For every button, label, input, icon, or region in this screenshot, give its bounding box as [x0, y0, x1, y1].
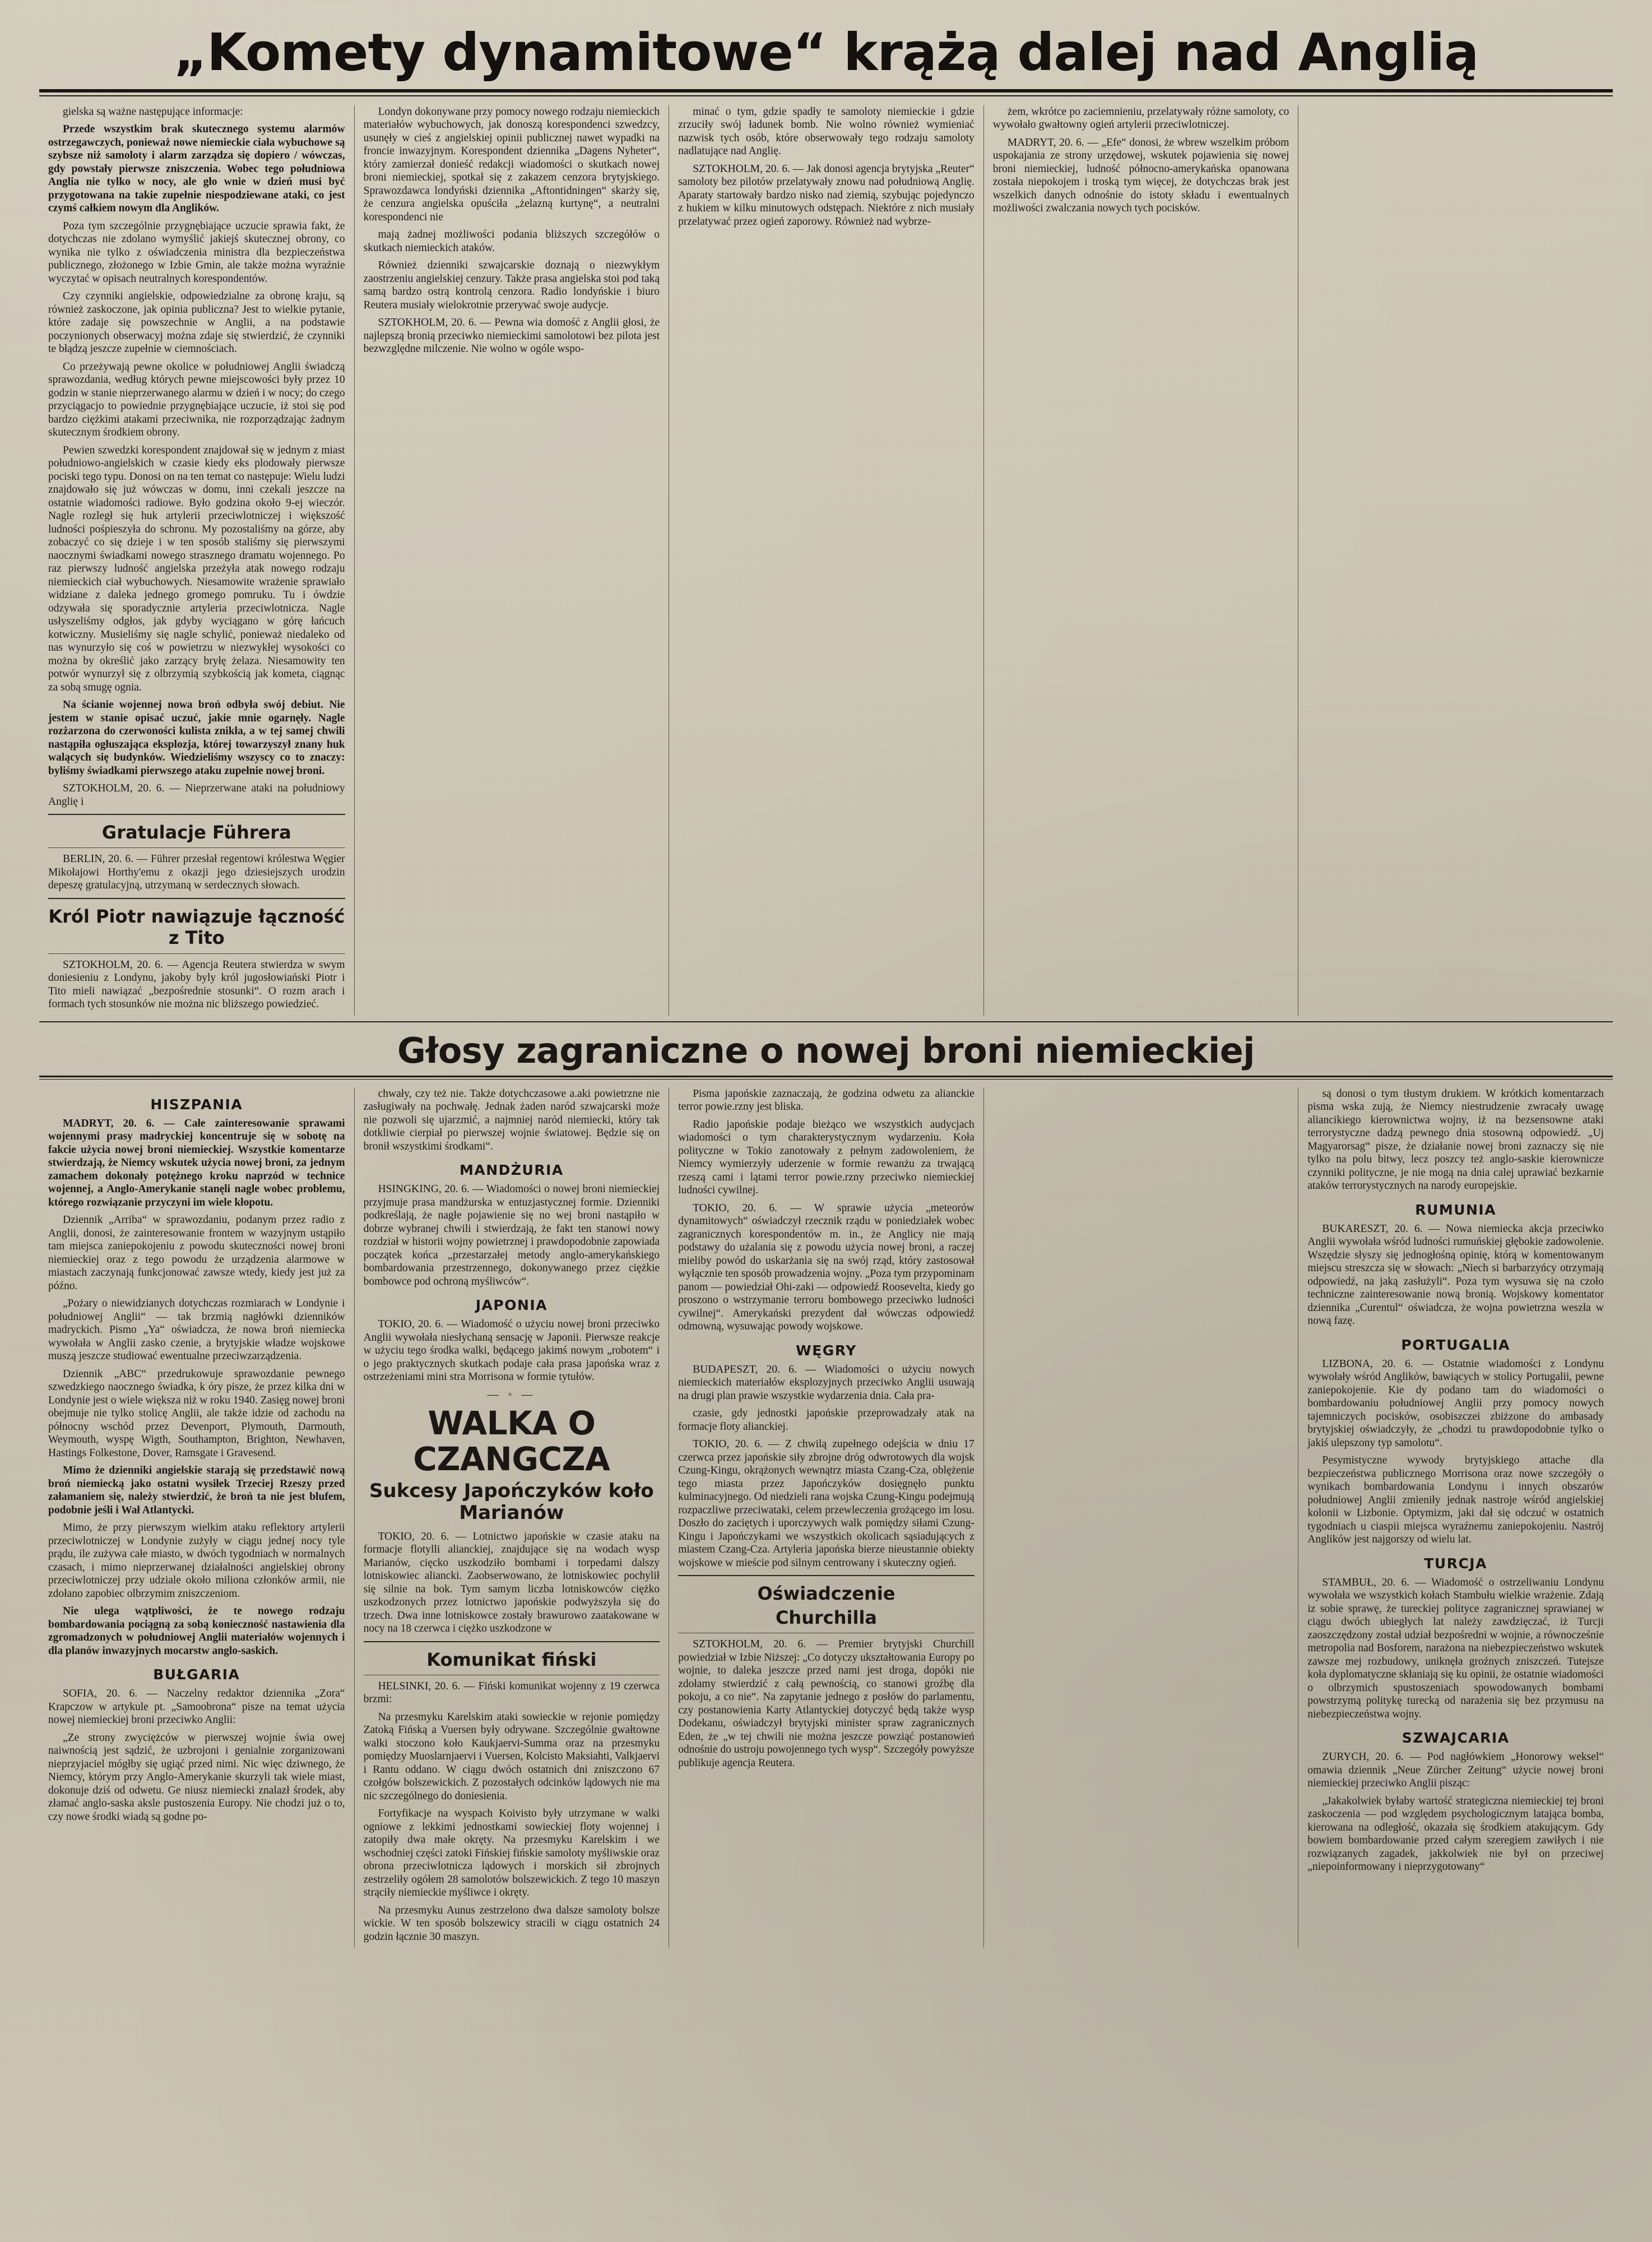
- paragraph-bold: Na ścianie wojennej nowa broń odbyła swój debiut. Nie jestem w stanie opisać uczuć, jakie mnie ogarnęły. Nagle rozżarzona do czerwoności kulista znikła, a w tej samej chwili nastąpiła ogłuszająca eksplozja, której towarzyszył znany huk walących się budynków. Wiedzieliśmy wszyscy co to znaczy: byliśmy świadkami pierwszego ataku zupełnie nowej broni.: [48, 699, 345, 777]
- paragraph: Pewien szwedzki korespondent znajdował się w jednym z miast południowo-angielskich w czasie kiedy eks plodowały pierwsze pociski tego typu. Donosi on na ten temat co następuje: Wielu ludzi znajdowało się już wówczas w domu, inni czekali jeszcze na ostatnie wiadomości radiowe. Było godzina około 9-ej wieczór. Nagle rozległ się huk artylerii przeciwlotniczej i większość ludności pośpieszyła do schronu. My pozostaliśmy na górze, aby zobaczyć co się dzieje i w ten sposób staliśmy się pierwszymi naocznymi świadkami nowego strasznego dramatu wojennego. Po raz pierwszy ludność angielska przeżyła atak nowego rodzaju niemieckich ciał wybuchowych. Niesamowite wrażenie sprawiało widziane z daleka jednego gromego pomruku. Tu i ówdzie odzywała się sporadycznie artyleria przeciwlotnicza. Nagle usłyszeliśmy odgłos, jak gdyby wyciągano w górę łańcuch kotwiczny. Musieliśmy się nagle schylić, ponieważ niedaleko od nas wynurzyło się coś w powietrzu w niezwykłej wysokości co można by określić jako zarzący bryłę żelaza. Niesamowity ten potwór wynurzył się z olbrzymią szybkością jak kometa, ciągnąc za sobą smugę ognia.: [48, 444, 345, 693]
- gratulacje-headline: Gratulacje Führera: [101, 822, 291, 844]
- paragraph: Czy czynniki angielskie, odpowiedzialne za obronę kraju, są również zaskoczone, jak opinia publiczna? Jest to wielkie pytanie, które zadaje się powszechnie w Anglii, a na podstawie poczynionych obserwacyj można zdaje się stwierdzić, że czynniki te błądzą jeszcze zupełnie w ciemnościach.: [48, 290, 345, 355]
- top-column-3: [669, 105, 983, 1016]
- paragraph: Dziennik „ABC“ przedrukowuje sprawozdanie pewnego szwedzkiego naocznego świadka, k óry pisze, że przez kilka dni w Londynie jest o wiele większa niż w roku 1940. Zasięg nowej broni obejmuje nie tylko stolicę Anglii, ale także idzie od zachodu na północny wschód przez Devenport, Plymouth, Darmouth, Weymouth, wyspę Wigth, Southampton, Brighton, Newhaven, Hastings Folkestone, Dover, Ramsgate i Gravesend.: [48, 1368, 345, 1459]
- main-column-2: [354, 1087, 669, 1948]
- paragraph: Radio japońskie podaje bieżąco we wszystkich audycjach wiadomości o tym charakterystycznym wydarzeniu. Koła polityczne w Tokio zanotowały z pełnym zadowoleniem, że Niemcy wymierzyły uderzenie w formie rewanżu za trwającą rzeszą cami i lątami terror powie.rzny przeciwko niemieckiej ludności cywilnej.: [678, 1118, 975, 1197]
- paragraph: Pesymistyczne wywody brytyjskiego attache dla bezpieczeństwa publicznego Morrisona oraz nowe szczegóły o wynikach bombardowania Londynu i innych obszarów południowej Anglii zmieniły jednak nastroje wśród angielskiej kolonii w Lizbonie. Optymizm, jaki dał się odczuć w ostatnich tygodniach u ciaspii miejsca wyraźnemu zaniepokojeniu. Nastrój Anglików jest najgorszy od wielu lat.: [1307, 1454, 1604, 1546]
- paragraph: chwały, czy też nie. Także dotychczasowe a.aki powietrzne nie zasługiwały na pochwałę. Jednak żaden naród szwajcarski może nie pozwoli się ujarzmić, a najmniej naród niemiecki, który tak dotkliwie cierpiał po pierwszej wojnie światowej. Będzie się on bronił wszystkimi środkami“.: [363, 1087, 660, 1152]
- paragraph: TOKIO, 20. 6. — W sprawie użycia „meteorów dynamitowych“ oświadczył rzecznik rządu w poniedziałek wobec zagranicznych korespondentów m. in., że Anglicy nie mają podstawy do użalania się z powodu użycia nowej broni, a raczej mieliby powód do uskarżania się na swój rząd, który zastosował wyłącznie ten sposób prowadzenia wojny. „Poza tym przypominam panom — powiedział Ohi-zaki — odpowiedź Roosevelta, kiedy go proszono o wstrzymanie terroru bombowego przeciwko ludności cywilnej“. Amerykański prezydent dał wówczas odpowiedź odmowną, wysuwając powody wojskowe.: [678, 1202, 975, 1333]
- paragraph: SZTOKHOLM, 20. 6. — Premier brytyjski Churchill powiedział w Izbie Niższej: „Co dotyczy ukształtowania Europy po wojnie, to daleka jeszcze przed nami jest droga, dopóki nie zdołamy stwierdzić z całą pewnością, co stanowi groźbę dla pokoju, a co nie“. Na zapytanie jednego z posłów do parlamentu, czy postanowienia Karty Atlantyckiej dotyczyć będą także wysp Dodekanu, oświadczył brytyjski minister spraw zagranicznych Eden, że „w tej chwili nie można jeszcze powziąć postanowień odnośnie do ustroju powojennego tych wysp“. Szczegóły powyższe publikuje agencja Reutera.: [678, 1638, 975, 1769]
- oswiadczenie-headline-line1: Oświadczenie: [757, 1583, 895, 1605]
- paragraph-lead: Przede wszystkim brak skutecznego systemu alarmów ostrzegawczych, ponieważ nowe niemieckie ciała wybuchowe są szybsze niż samoloty i alarm zarządza się dopiero / wówczas, gdy powstały pierwsze zniszczenia. Wobec tego południowa Anglia nie tylko w nocy, ale gło wnie w dzień musi być przygotowana na takie zupełnie niespodziewane ataki, co jest czymś całkiem nowym dla Anglików.: [48, 123, 345, 215]
- section-heading-turcja: TURCJA: [1424, 1555, 1487, 1572]
- paragraph: SZTOKHOLM, 20. 6. — Jak donosi agencja brytyjska „Reuter“ samoloty bez pilotów przelatywały znowu nad południową Anglię. Aparaty startowały bardzo nisko nad ziemią, szybując pojedynczo z hukiem w kilku minutowych odstępach. Niektóre z nich musiały przelatywać przez ogień zaporowy. Również nad wybrze-: [678, 163, 975, 228]
- section-heading-portugalia: PORTUGALIA: [1401, 1336, 1510, 1353]
- paragraph: BERLIN, 20. 6. — Führer przesłał regentowi królestwa Węgier Mikołajowi Horthy'emu z okazji jego dziesiejszych urodzin depeszę gratulacyjną, utrzymaną w serdecznych słowach.: [48, 853, 345, 892]
- section-heading-wegry: WĘGRY: [796, 1342, 857, 1359]
- section-heading-mandzuria: MANDŻURIA: [460, 1162, 564, 1179]
- band-bottom-rule: [39, 1076, 1613, 1080]
- oswiadczenie-headline-line2: Churchilla: [775, 1606, 878, 1628]
- band-headline: Głosy zagraniczne o nowej broni niemieckiej: [397, 1030, 1255, 1071]
- main-column-5: [1298, 1087, 1613, 1948]
- top-column-2: [354, 105, 669, 1016]
- paragraph: gielska są ważne następujące informacje:: [63, 105, 243, 118]
- main-column-1: [39, 1087, 354, 1948]
- paragraph: są donosi o tym tłustym drukiem. W krótkich komentarzach pisma wska zują, że Niemcy niestrudzenie zwracały uwagę aliancikiego kierownictwa wojny, iż na bezsensowne ataki terrorystyczne dadzą pewnego dnia stosowną odpowiedź. „Uj Magyarorsag“ pisze, że działanie nowej broni zaznaczy się nie tylko na polu bitwy, lecz poszcy też anglo-saskie kierownicze czynniki polityczne, je nie mogą na dnia calej uprawiać bezkarnie ataków terrorystycznych na narody europejskie.: [1307, 1087, 1604, 1192]
- walka-subheadline: Sukcesy Japończyków koło Marianów: [369, 1480, 654, 1525]
- walka-headline: WALKA O CZANGCZA: [413, 1403, 610, 1478]
- paragraph: Fortyfikacje na wyspach Koivisto były utrzymane w walki ogniowe z lekkimi jednostkami sowieckiej floty wojennej i zatopiły dwa małe okręty. Na przesmyku Karelskim i we wschodniej części zatoki Fińskiej fińskie samoloty myśliwskie oraz obrona przeciwlotnicza lądowych i morskich sił zbrojnych zestrzeliły ogółem 28 samolotów bolszewickich. Z tego 10 maszyn strąciły niemieckie myśliwce i okręty.: [363, 1808, 660, 1899]
- paragraph: Mimo, że przy pierwszym wielkim ataku reflektory artylerii przeciwlotniczej w Londynie zużyły w ciągu jednej nocy tyle prądu, ile zużywa całe miasto, w dwóch tygodniach w normalnych czasach, i mimo nieprzerwanej działalności angielskiej obrony przeciwlotniczej przy udziale około miliona członków armii, nie zdołano zapobiec olbrzymim zniszczeniom.: [48, 1522, 345, 1600]
- paragraph-lead: MADRYT, 20. 6. — Całe zainteresowanie sprawami wojennymi prasy madryckiej koncentruje się w sobotę na fakcie użycia nowej broni niemieckiej. Wszystkie komentarze stwierdzają, że Niemcy wskutek użycia nowej broni, za jednym zamachem dokonały potężnego kroku naprzód w technice wojennej, a Anglo-Amerykanie stanęli nagle wobec problemu, którego rozwiązanie przyczyni im wiele kłopotu.: [48, 1117, 345, 1208]
- paragraph: Dziennik „Arriba“ w sprawozdaniu, podanym przez radio z Anglii, donosi, że zainteresowanie frontem w wazyjnym ustąpiło tam miejsca zaniepokojeniu z powodu skuteczności nowej broni niemieckiej oraz z tego powodu że urządzenia alarmowe w miastach zaczynają funkcjonować zawsze wtedy, kiedy jest już za późno.: [48, 1214, 345, 1292]
- paragraph: ZURYCH, 20. 6. — Pod nagłówkiem „Honorowy weksel“ omawia dziennik „Neue Zürcher Zeitung“ użycie nowej broni niemieckiej przeciwko Anglii pisząc:: [1307, 1751, 1604, 1790]
- paragraph: HSINGKING, 20. 6. — Wiadomości o nowej broni niemieckiej przyjmuje prasa mandżurska w entuzjastycznej formie. Dzienniki podkreślają, że nagłe pojawienie się no wej broni nastąpiło w dobrze wybranej chwili i stwierdzają, że fakt ten stanowi nowy rozdział w historii wojny powietrznej i prawdopodobnie zapowiada początek końca „przestarzałej metody anglo-amerykańskiego bombardowania przestrzennego, dokonywanego przez ciężkie bombowce pod ochroną myśliwców“.: [363, 1183, 660, 1287]
- section-heading-hiszpania: HISZPANIA: [150, 1096, 243, 1113]
- top-article-row: [39, 105, 1613, 1016]
- paragraph: BUDAPESZT, 20. 6. — Wiadomości o użyciu nowych niemieckich materiałów eksplozyjnych przeciwko Anglii usuwają na drugi plan prawie wszystkie wydarzenia dnia. Cała pra-: [678, 1363, 975, 1402]
- paragraph: STAMBUŁ, 20. 6. — Wiadomość o ostrzeliwaniu Londynu wywołała we wszystkich kołach Stambułu wielkie wrażenie. Zdają iz sobie sprawę, że tureckiej polityce zagranicznej sprawianej w ciągu dwóch ubiegłych lat należy zawdzięczać, iż Turcji zaoszczędzony został udział bezpośredni w wojnie, a równocześnie metropolia nad Bosforem, narażona na niebezpieczeństwo wskutek zawsze mej rozbudowy, uniknęła groźnych zniszczeń. Tutejsze koła dyplomatyczne skłaniają się ku opinii, że ostatnie wiadomości o olbrzymich spustoszeniach spowodowanych bombami powstrzymą politykę turecką od narażenia się bez przymusu na niebezpieczeństwa wojny.: [1307, 1576, 1604, 1720]
- komunikat-finski-headline: Komunikat fiński: [426, 1648, 597, 1670]
- paragraph: Na przesmyku Aunus zestrzelono dwa dalsze samoloty bolsze wickie. W ten sposób bolszewicy stracili w ciągu ostatnich 24 godzin łącznie 30 maszyn.: [363, 1904, 660, 1943]
- section-heading-japonia: JAPONIA: [475, 1297, 548, 1314]
- paragraph: Co przeżywają pewne okolice w południowej Anglii świadczą sprawozdania, według których pewne miejscowości były przez 10 godzin w stanie nieprzerwanego alarmu w dzień i w nocy; do czego przyciągacjo to powiednie przygnębiające uczucie, iż stoi się pod bardzo ciężkimi atakami przeciwnika, nie rozporządzając żadnym skutecznym środkiem obrony.: [48, 360, 345, 439]
- divider: [678, 1575, 975, 1576]
- band-top-rule: [39, 1021, 1613, 1022]
- paragraph: SZTOKHOLM, 20. 6. — Agencja Reutera stwierdza w swym doniesieniu z Londynu, jakoby byly król jugosłowiański Piotr i Tito mieli nawiązać „bezpośrednie stosunki“. O rozm arach i formach tych stosunków nie można nic bliższego powiedzieć.: [48, 958, 345, 1011]
- section-heading-szwajcaria: SZWAJCARIA: [1402, 1730, 1510, 1747]
- top-column-1: [39, 105, 354, 1016]
- divider: [364, 1641, 660, 1642]
- ornament-divider: — ◦ —: [487, 1388, 536, 1401]
- paragraph: SZTOKHOLM, 20. 6. — Nieprzerwane ataki na południowy Anglię i: [48, 782, 345, 808]
- paragraph: MADRYT, 20. 6. — „Efe“ donosi, że wbrew wszelkim próbom uspokajania ze strony urzędowej, wskutek pojawienia się nowej broni niemieckiej, ludność północno-amerykańska opanowana została niepokojem i troską tym więcej, że dotychczas brak jest wszelkich danych odnośnie do istoty składu i ewentualnych możliwości zwalczania nowych tych pocisków.: [992, 136, 1289, 215]
- paragraph: TOKIO, 20. 6. — Wiadomość o użyciu nowej broni przeciwko Anglii wywołała niesłychaną sensację w Japonii. Pierwsze reakcje w użyciu tego środka walki, będącego jakimś nowym „robotem“ i o jego praktycznych skutkach podaje cała prasa japońska wraz z ostrzeżeniami mini stra Morrisona w formie tytułów.: [363, 1318, 660, 1383]
- paragraph-bold: Nie ulega wątpliwości, że te nowego rodzaju bombardowania pociągną za sobą konieczność nastawienia dla zgromadzonych w południowej Anglii materiałów wojennych i dla planów inwazyjnych mocarstw anglo-saskich.: [48, 1605, 345, 1657]
- paragraph: SOFIA, 20. 6. — Naczelny redaktor dziennika „Zora“ Krapczow w artykule pt. „Samoobrona“ pisze na temat użycia nowej niemieckiej broni przeciwko Anglii:: [48, 1688, 345, 1726]
- paragraph: żem, wkrótce po zaciemnieniu, przelatywały różne samoloty, co wywołało gwałtowny ogień artylerii przeciwlotniczej.: [992, 105, 1289, 131]
- krol-piotr-headline: Król Piotr nawiązuje łączność z Tito: [48, 905, 345, 949]
- paragraph-bold: Mimo że dzienniki angielskie starają się przedstawić nową broń niemiecką jako ostatni wysiłek Trzeciej Rzeszy przed załamaniem się, należy stwierdzić, że broń ta nie jest blufem, podobnie jeśli i Wał Atlantycki.: [48, 1465, 345, 1516]
- masthead-rule: [39, 89, 1613, 96]
- paragraph: mają żadnej możliwości podania bliższych szczegółów o skutkach niemieckich ataków.: [363, 229, 660, 254]
- divider: [48, 814, 345, 815]
- page-title: „Komety dynamitowe“ krążą dalej nad Anglią: [173, 22, 1479, 82]
- divider: [48, 847, 345, 848]
- main-column-3: [669, 1087, 983, 1948]
- paragraph: „Ze strony zwyciężców w pierwszej wojnie świa owej naiwnością jest sądzić, że uzbrojoni i genialnie zorganizowani nieprzyjaciel mógłby się ugiąć przed nimi. Nic więc dziwnego, że Niemcy, którym przy Anglo-Amerykanie skurzyli tak wiele miast, dokonuje dziś od odwetu. Ge niusz niemiecki znalazł środek, aby złamać anglo-saska aksle pustoszenia Europy. Nie chodzi już o to, czy nowe środki wiadą są godne po-: [48, 1731, 345, 1823]
- paragraph: Na przesmyku Karelskim ataki sowieckie w rejonie pomiędzy Zatoką Fińską a Vuersen były odrywane. Szczególnie gwałtowne walki stoczono koło Kaukjaervi-Summa oraz na przesmyku pomiędzy Muoslarnjaervi i Vuersen, Kolcisto Maksiahti, Valkjaervi i Rantu oddano. W ciągu dwóch ostatnich dni zniszczono 67 czołgów bolszewickich. Z pozostałych odcinków lądowych nie ma nic szczególnego do doniesienia.: [363, 1711, 660, 1802]
- paragraph: HELSINKI, 20. 6. — Fiński komunikat wojenny z 19 czerwca brzmi:: [363, 1680, 660, 1706]
- paragraph: LIZBONA, 20. 6. — Ostatnie wiadomości z Londynu wywołały wśród Anglików, bawiących w stolicy Portugalii, pewne zaniepokojenie. Kie dy podano tam do wiadomości o bombardowaniu południowej Anglii przy pomocy nowych tajemniczych pocisków, osobiszczei zbiżzone do ambasady brytyjskiej oświadczyły, że „chodzi tu prawdopodobnie tylko o jakiś ulepszony typ samolotu“.: [1307, 1358, 1604, 1449]
- main-column-4: [983, 1087, 1298, 1948]
- section-heading-bulgaria: BUŁGARIA: [153, 1666, 240, 1683]
- divider: [48, 898, 345, 899]
- paragraph: TOKIO, 20. 6. — Lotnictwo japońskie w czasie ataku na formacje flotylli alianckiej, znajdujące się na wodach wysp Marianów, cięcko uszkodziło bombami i torpedami dalszy lotniskowiec aliancki. Zaobserwowano, że lotniskowiec pochylił się silnie na bok. Tym samym liczba lotniskowców ciężko uszkodzonych przez lotnictwo japońskie podwyższyła się do trzech. Dwa inne lotniskowce zostały brawurowo zaatakowane w nocy na 18 czerwca i ciężko uszkodzone w: [363, 1530, 660, 1635]
- paragraph: TOKIO, 20. 6. — Z chwilą zupełnego odejścia w dniu 17 czerwca przez japońskie siły zbrojne dróg odwrotowych dla wojsk Czung-Kingu, okrążonych wewnątrz miasta Czang-Cza, oblężenie tego miasta przez Japończyków dosięgnęło punktu kulminacyjnego. Od niedzieli rana wojska Czung-Kingu podejmują rozpaczliwe przeciwataki, celem przewleczenia grożącego im losu. Doszło do zaciętych i uporczywych walk pomiędzy siłami Czung-Kingu i Japończykami we wszystkich okolicach sąsiadujących z miastem Czang-Cza. Artyleria japońska bierze nieustannie obiekty wojskowe w mieście pod silnym centrowany i skuteczny ogień.: [678, 1438, 975, 1569]
- paragraph: Również dzienniki szwajcarskie doznają o niezwykłym zaostrzeniu angielskiej cenzury. Także prasa angielska stoi pod taką samą bardzo ostrą kontrolą cenzora. Radio londyńskie i biuro Reutera musiały wielokrotnie przerywać swoje audycje.: [363, 260, 660, 311]
- paragraph: BUKARESZT, 20. 6. — Nowa niemiecka akcja przeciwko Anglii wywołała wśród ludności rumuńskiej głębokie zadowolenie. Wszędzie słyszy się jednogłośną opinię, którą w komentowanym miejscu streszcza się w słowach: „Niech si barbarzyńcy otrzymają odpowiedź, na jaką zasłużyli“. Poza tym wysuwa się na czoło techniczne zainteresowanie nową bronią. Wojskowy komentator dziennika „Curentul“ oświadcza, że wojna powietrzna weszła w nową fazę.: [1307, 1222, 1604, 1327]
- paragraph: Londyn dokonywane przy pomocy nowego rodzaju niemieckich materiałów wybuchowych, jak donoszą korespondenci szwedzcy, usunęły w cieś z angielskiej opinii publicznej nawet wypadki na froncie inwazyjnym. Korespondent dziennika „Dagens Nyheter“, który zamierzał donieść redakcji wiadomości o skutkach nowej broni niemieckiej, spotkał się z zakazem cenzora brytyjskiego. Sprawozdawca londyński dziennika „Aftontidningen“ skarży się, że cenzura angielska opuściła „żelazną kurtynę“, a neutralni korespondenci nie: [363, 105, 660, 223]
- paragraph: czasie, gdy jednostki japońskie przeprowadzały atak na formacje floty alianckiej.: [678, 1407, 975, 1433]
- section-heading-rumunia: RUMUNIA: [1415, 1201, 1497, 1218]
- top-column-5: [1298, 105, 1613, 1016]
- paragraph: minać o tym, gdzie spadły te samoloty niemieckie i gdzie zrzuciły swój ładunek bomb. Nie wolno również wymieniać nazwisk tych osób, które obserwowały tego rodzaju samoloty nadlatujące nad Anglię.: [678, 105, 975, 158]
- paragraph: SZTOKHOLM, 20. 6. — Pewna wia domość z Anglii głosi, że najlepszą bronią przeciwko niemieckimi samolotowi bez pilota jest bezwzględne milczenie. Nie wolno w ogóle wspo-: [363, 317, 660, 355]
- paragraph: „Jakakolwiek byłaby wartość strategiczna niemieckiej tej broni zaskoczenia — pod względem psychologicznym latająca bomba, kierowana na odległość, okazała się środkiem atakującym. Gdy bowiem bombardowanie przed całym szeregiem zawiłych i nie rozwiązanych zagadek, jakkolwiek nie był on przeciwej „niepoinformowany i nieprzygotowany“: [1307, 1795, 1604, 1873]
- paragraph: „Pożary o niewidzianych dotychczas rozmiarach w Londynie i południowej Anglii“ — tak brzmią nagłówki dzienników madryckich. Pismo „Ya“ oświadcza, że nowa broń niemiecka wywołała w Anglii zasko czenie, a brytyjskie władze wojskowe muszą jeszcze studiować ewentualne przeciwzarządzenia.: [48, 1298, 345, 1363]
- paragraph: Poza tym szczególnie przygnębiające uczucie sprawia fakt, że dotychczas nie zdolano wymyślić jakiejś skutecznej obrony, co wynika nie tylko z oświadczenia ministra dla bezpieczeństwa publicznego, złożonego w Izbie Gmin, ale także można wyraźnie wyczytać w opisach neutralnych korespondentów.: [48, 220, 345, 285]
- top-column-4: [983, 105, 1298, 1016]
- paragraph: Pisma japońskie zaznaczają, że godzina odwetu za alianckie terror powie.rzny jest bliska.: [678, 1087, 975, 1113]
- main-article-row: [39, 1087, 1613, 1948]
- divider: [48, 953, 345, 954]
